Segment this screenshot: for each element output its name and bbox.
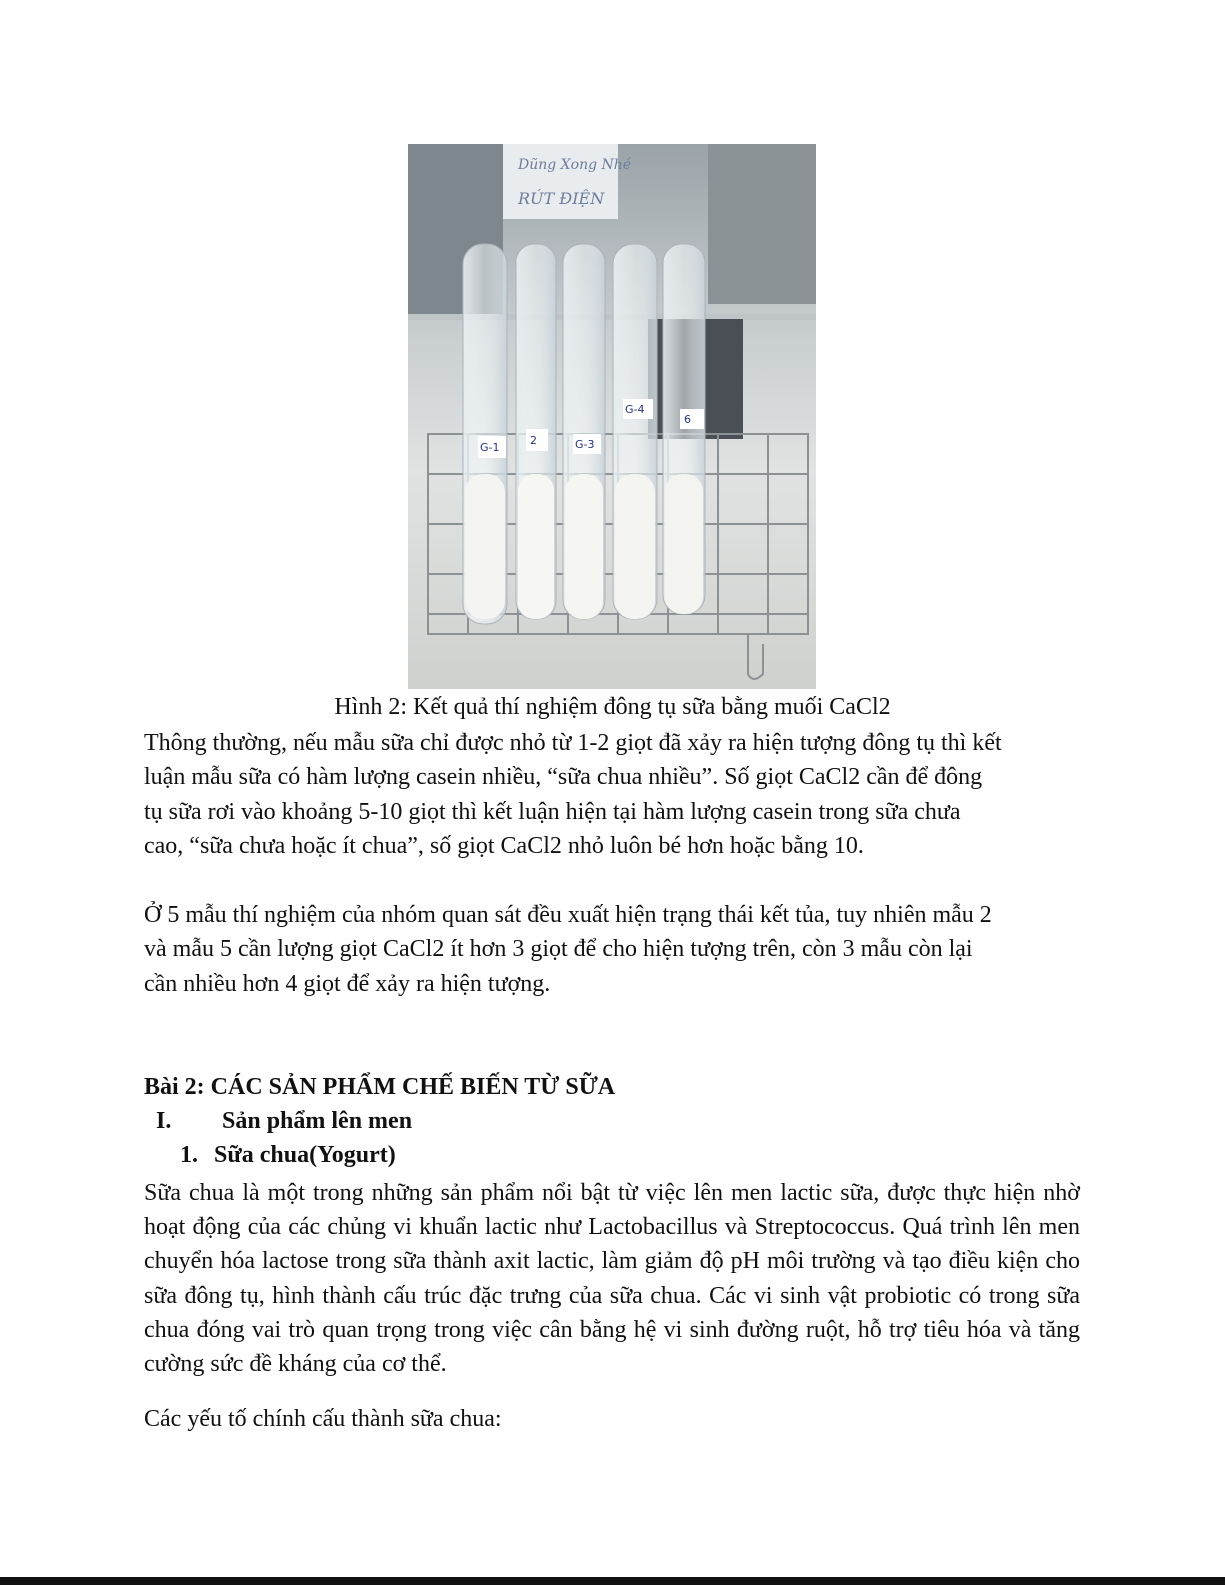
tube-label-5: 6: [684, 413, 691, 426]
figure-photo: [408, 144, 816, 689]
paragraph-yogurt-components: Các yếu tố chính cấu thành sữa chua:: [144, 1406, 502, 1432]
subsection-title: Sữa chua(Yogurt): [214, 1142, 396, 1168]
svg-text:Dũng Xong Nhé: Dũng Xong Nhé: [518, 157, 632, 173]
lesson-heading: Bài 2: CÁC SẢN PHẨM CHẾ BIẾN TỪ SỮA: [144, 1074, 616, 1100]
paragraph-cacl2-interpretation: Thông thường, nếu mẫu sữa chỉ được nhỏ từ 1-2 giọt đã xảy ra hiện tượng đông tụ thì kết luận mẫu sữa có hàm lượng casein nhiều, “sữa chua nhiều”. Số giọt CaCl2 cần để đông tụ sữa rơi vào khoảng 5-10 giọt thì kết luận hiện tại hàm lượng casein trong sữa chưa cao, “sữa chưa hoặc ít chua”, số giọt CaCl2 nhỏ luôn bé hơn hoặc bằng 10.: [144, 730, 1002, 859]
svg-text:RÚT ĐIỆN: RÚT ĐIỆN: [518, 189, 605, 208]
tube-label-2: 2: [530, 434, 537, 447]
tube-label-3: G-3: [575, 438, 595, 451]
paragraph-yogurt-intro: Sữa chua là một trong những sản phẩm nổi bật từ việc lên men lactic sữa, được thực hiện nhờ hoạt động của các chủng vi khuẩn lactic như Lactobacillus và Streptococcus. Quá trình lên men chuyển hóa lactose trong sữa thành axit lactic, làm giảm độ pH môi trường và tạo điều kiện cho sữa đông tụ, hình thành cấu trúc đặc trưng của sữa chua. Các vi sinh vật probiotic có trong sữa chua đóng vai trò quan trọng trong việc cân bằng hệ vi sinh đường ruột, hỗ trợ tiêu hóa và tăng cường sức đề kháng của cơ thể.: [144, 1180, 1080, 1378]
section-title: Sản phẩm lên men: [222, 1108, 413, 1134]
page-bottom-border: [0, 1577, 1225, 1585]
subsection-number: 1.: [180, 1142, 198, 1168]
tube-label-1: G-1: [480, 441, 500, 454]
tube-label-4: G-4: [625, 403, 645, 416]
figure-caption: Hình 2: Kết quả thí nghiệm đông tụ sữa bằng muối CaCl2: [334, 694, 891, 720]
section-number: I.: [156, 1108, 172, 1134]
subsection-heading: [180, 1140, 396, 1170]
test-tubes-photo: [408, 144, 816, 689]
paragraph-observation: Ở 5 mẫu thí nghiệm của nhóm quan sát đều xuất hiện trạng thái kết tủa, tuy nhiên mẫu 2 và mẫu 5 cần lượng giọt CaCl2 ít hơn 3 giọt để cho hiện tượng trên, còn 3 mẫu còn lại cần nhiều hơn 4 giọt để xảy ra hiện tượng.: [144, 902, 992, 997]
section-heading: [156, 1106, 412, 1136]
